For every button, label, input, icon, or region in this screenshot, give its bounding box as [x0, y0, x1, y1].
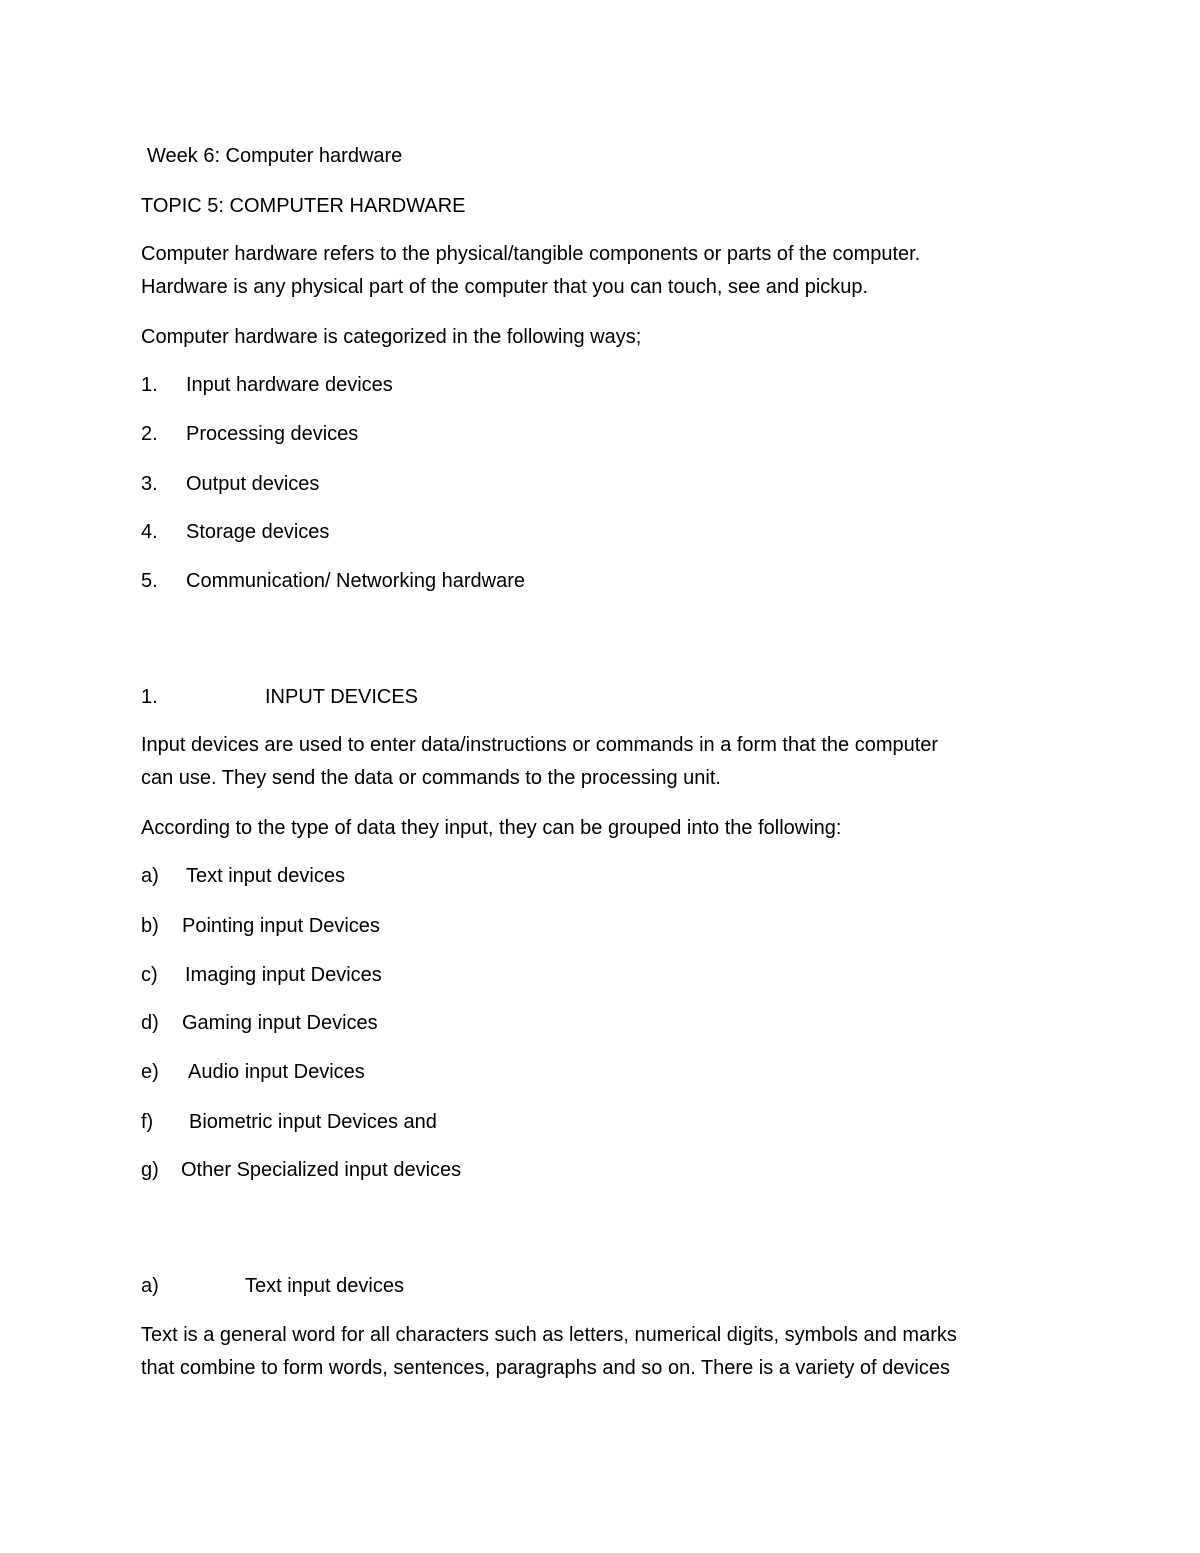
week-title: Week 6: Computer hardware	[147, 145, 403, 167]
list-item-letter: f)	[141, 1111, 154, 1133]
intro-paragraph	[141, 238, 1061, 304]
list-item-letter: d)	[141, 1012, 159, 1034]
section-number: 1.	[141, 686, 158, 708]
list-item-letter: g)	[141, 1159, 159, 1181]
text-input-line-1: Text is a general word for all characters such as letters, numerical digits, symbols and marks	[141, 1324, 957, 1346]
text-input-paragraph	[141, 1319, 1061, 1385]
list-item-number: 3.	[141, 473, 158, 495]
input-devices-paragraph	[141, 729, 1061, 795]
list-item-number: 2.	[141, 423, 158, 445]
list-item-label: Processing devices	[186, 423, 359, 445]
list-item-label: Audio input Devices	[188, 1061, 365, 1083]
categories-intro: Computer hardware is categorized in the following ways;	[141, 326, 642, 348]
text-input-line-2: that combine to form words, sentences, paragraphs and so on. There is a variety of devices	[141, 1357, 950, 1379]
intro-line-1: Computer hardware refers to the physical/tangible components or parts of the computer.	[141, 243, 921, 265]
list-item-label: Output devices	[186, 473, 320, 495]
input-devices-line-2: can use. They send the data or commands to the processing unit.	[141, 767, 721, 789]
list-item-letter: e)	[141, 1061, 159, 1083]
list-item-label: Storage devices	[186, 521, 330, 543]
list-item-letter: c)	[141, 964, 158, 986]
list-item-label: Input hardware devices	[186, 374, 393, 396]
subsection-title: Text input devices	[245, 1275, 404, 1297]
list-item-label: Gaming input Devices	[182, 1012, 378, 1034]
list-item-label: Communication/ Networking hardware	[186, 570, 526, 592]
intro-line-2: Hardware is any physical part of the computer that you can touch, see and pickup.	[141, 276, 869, 298]
section-title: INPUT DEVICES	[265, 686, 418, 708]
list-item-label: Imaging input Devices	[185, 964, 382, 986]
grouping-intro: According to the type of data they input, they can be grouped into the following:	[141, 817, 842, 839]
list-item-label: Biometric input Devices and	[189, 1111, 437, 1133]
list-item-number: 4.	[141, 521, 158, 543]
subsection-letter: a)	[141, 1275, 159, 1297]
input-devices-line-1: Input devices are used to enter data/instructions or commands in a form that the computer	[141, 734, 939, 756]
topic-title: TOPIC 5: COMPUTER HARDWARE	[141, 195, 466, 217]
list-item-label: Text input devices	[186, 865, 345, 887]
list-item-letter: b)	[141, 915, 159, 937]
list-item-letter: a)	[141, 865, 159, 887]
list-item-label: Pointing input Devices	[182, 915, 380, 937]
list-item-number: 5.	[141, 570, 158, 592]
list-item-number: 1.	[141, 374, 158, 396]
list-item-label: Other Specialized input devices	[181, 1159, 462, 1181]
